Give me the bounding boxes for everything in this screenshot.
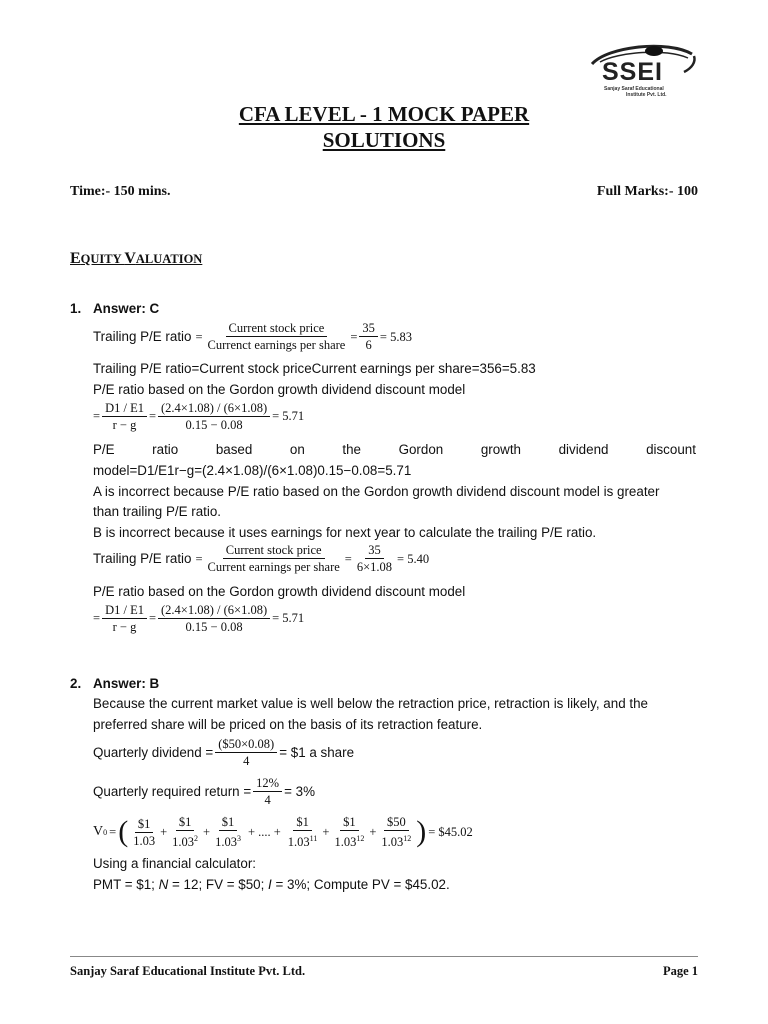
footer-divider (70, 956, 698, 957)
section-heading-rest-1: QUITY (80, 252, 125, 266)
q1-eq1-fraction-2: $\frac{35}{6}$ (359, 321, 378, 352)
q1-number: 1. (70, 301, 82, 316)
logo (588, 42, 700, 102)
q2-equation-1: Quarterly dividend = $\frac{(\$50\times 0.08)}{4}$ = $1 a share (93, 737, 355, 768)
q1-eq2-fraction-2: $\frac{(2.4\times 1.08) / (6\times 1.08)}{0.15 - 0.08}$ (158, 401, 270, 432)
q2-eq1-fraction: $\frac{(\$50\times 0.08)}{4}$ (215, 737, 277, 768)
marks-info: Full Marks:- 100 (596, 184, 698, 199)
q2-text-3: Using a financial calculator: (93, 856, 257, 871)
q1-equation-1: Trailing P/E ratio = $\frac{\text{Current stock price}}{\text{Currenct earnings per share}}$ = $\frac{35}{6}$ = 5.83 (93, 321, 412, 352)
logo-text: SSEI (602, 58, 663, 86)
q2-text-1: Because the current market value is well below the retraction price, retraction is likely, and the (93, 696, 648, 711)
q1-eq4-fraction-1: $\frac{D1 / E1}{r - g}$ (102, 603, 147, 634)
q2-answer: Answer: B (93, 676, 160, 691)
q1-text-8: P/E ratio based on the Gordon growth dividend discount model (93, 584, 466, 599)
q1-eq3-fraction-1: $\frac{\text{Current stock price}}{\text{Current earnings per share}}$ (207, 543, 340, 574)
q1-equation-4: = $\frac{D1 / E1}{r - g}$ = $\frac{(2.4\times 1.08) / (6\times 1.08)}{0.15 - 0.08}$ = 5.71 (93, 603, 305, 634)
q2-equation-3: V 0 = ( $\frac{\$1}{1.03}$ + $\frac{\$1}{1.03^2}$ + $\frac{\$1}{1.03^3}$ + .... + $\frac{\$1}{1.03^{11}}$ + $\frac{\$1}{1.03^{12}}$ + $\frac{\$50}{1.03^{12}}$ ) = $45.02 (93, 815, 473, 850)
page-title-line-1: CFA LEVEL - 1 MOCK PAPER (238, 102, 530, 126)
q1-eq1-fraction-1: $\frac{\text{Current stock price}}{\text{Currenct earnings per share}}$ (207, 321, 346, 352)
q1-eq2-fraction-1: $\frac{D1 / E1}{r - g}$ (102, 401, 147, 432)
q2-number: 2. (70, 676, 82, 691)
section-heading (70, 250, 202, 268)
q2-eq2-fraction: $\frac{12\%}{4}$ (253, 776, 282, 807)
q1-answer: Answer: C (93, 301, 160, 316)
q1-text-3: P/E ratio based on the Gordon growth dividend discount (93, 442, 696, 457)
section-heading-cap-1: E (70, 250, 81, 267)
q1-equation-2: = $\frac{D1 / E1}{r - g}$ = $\frac{(2.4\times 1.08) / (6\times 1.08)}{0.15 - 0.08}$ = 5.71 (93, 401, 305, 432)
footer-institute: Sanjay Saraf Educational Institute Pvt. Ltd. (70, 964, 306, 978)
page-title-line-2: SOLUTIONS (322, 128, 446, 152)
q2-text-2: preferred share will be priced on the basis of its retraction feature. (93, 717, 483, 732)
time-info: Time:- 150 mins. (70, 184, 171, 199)
logo-subtitle-2: Institute Pvt. Ltd. (626, 92, 667, 98)
footer-page-number: Page 1 (662, 964, 698, 978)
q1-text-4: model=D1/E1r−g=(2.4×1.08)/(6×1.08)0.15−0.08=5.71 (93, 463, 412, 478)
q2-equation-2: Quarterly required return = $\frac{12\%}{4}$ = 3% (93, 776, 315, 807)
q1-text-5: A is incorrect because P/E ratio based on the Gordon growth dividend discount model is greater (93, 484, 660, 499)
q1-eq3-label: Trailing P/E ratio (93, 550, 192, 566)
q1-text-7: B is incorrect because it uses earnings for next year to calculate the trailing P/E ratio. (93, 525, 597, 540)
q2-calc-line: PMT = $1; N = 12; FV = $50; I = 3%; Compute PV = $45.02. (93, 877, 450, 892)
q1-equation-3: Trailing P/E ratio = $\frac{\text{Current stock price}}{\text{Current earnings per share}}$ = $\frac{35}{6\times 1.08}$ = 5.40 (93, 543, 430, 574)
q1-eq1-label: Trailing P/E ratio (93, 328, 192, 344)
q1-text-1: Trailing P/E ratio=Current stock priceCurrent earnings per share=356=5.83 (93, 361, 536, 376)
q1-eq3-fraction-2: $\frac{35}{6\times 1.08}$ (356, 543, 393, 574)
q1-text-6: than trailing P/E ratio. (93, 504, 222, 519)
section-heading-rest-2: ALUATION (135, 252, 203, 266)
q1-eq4-fraction-2: $\frac{(2.4\times 1.08) / (6\times 1.08)}{0.15 - 0.08}$ (158, 603, 270, 634)
section-heading-cap-2: V (124, 250, 136, 267)
logo-subtitle-1: Sanjay Saraf Educational (604, 86, 664, 92)
q1-text-2: P/E ratio based on the Gordon growth dividend discount model (93, 382, 466, 397)
